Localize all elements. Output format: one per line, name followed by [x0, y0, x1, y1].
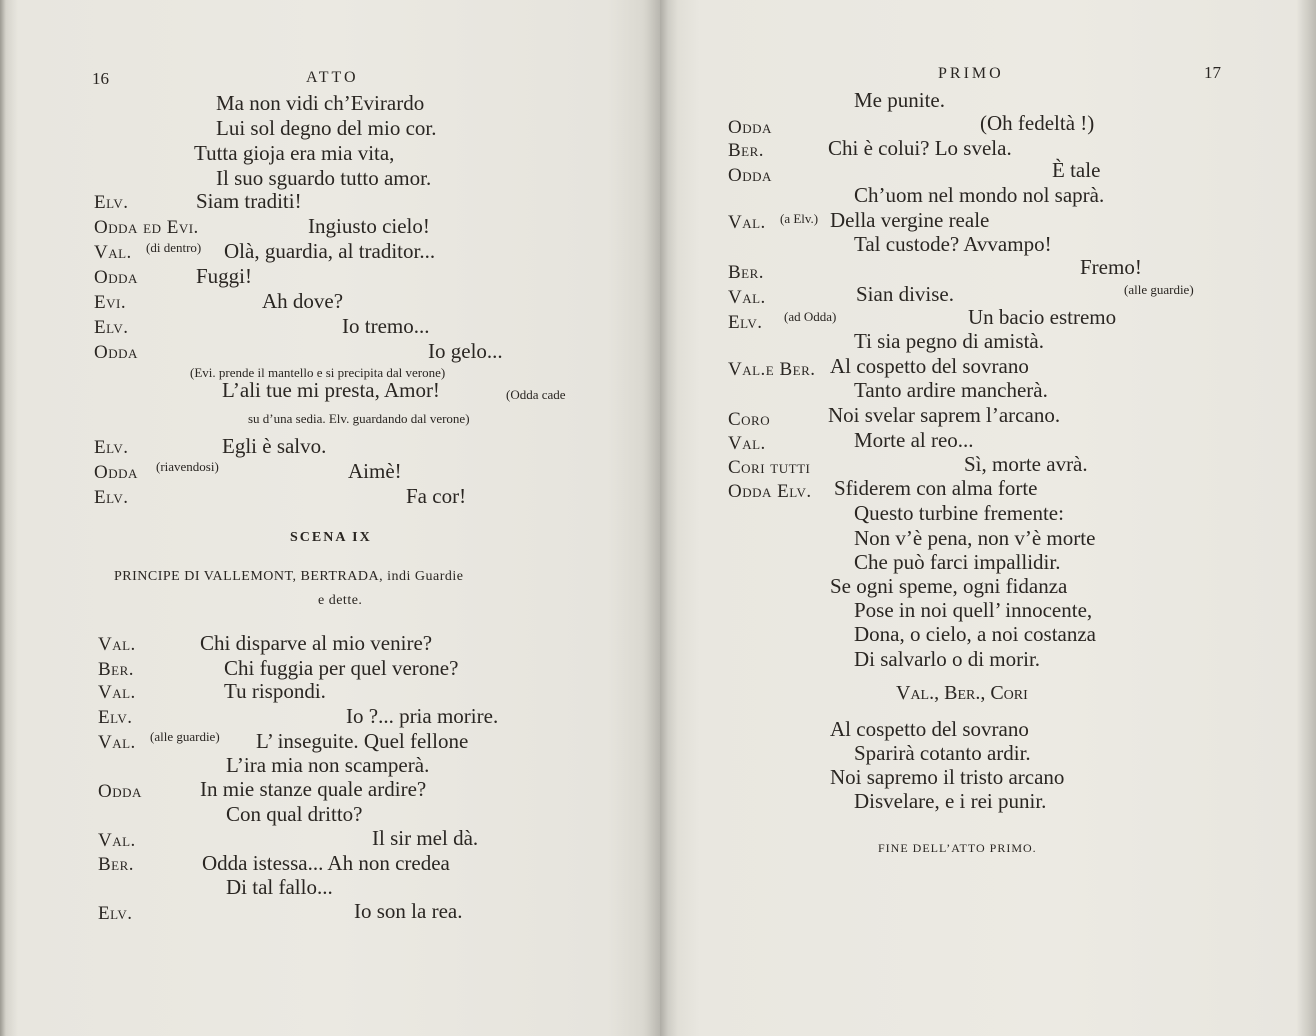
verse-line: Lui sol degno del mio cor. — [216, 116, 437, 140]
cast-list: PRINCIPE DI VALLEMONT, BERTRADA, indi Guardie — [114, 569, 464, 584]
verse-line: Chi disparve al mio venire? — [200, 631, 433, 655]
verse-line: Noi svelar saprem l’arcano. — [828, 403, 1061, 427]
stage-direction: (Odda cade — [506, 387, 566, 402]
speaker-label: Odda — [94, 462, 138, 483]
speaker-label: Ber. — [728, 140, 765, 161]
right-page — [660, 0, 1316, 1036]
cast-list: e dette. — [318, 593, 363, 608]
gutter-shadow — [642, 0, 660, 1036]
verse-line: Se ogni speme, ogni fidanza — [830, 574, 1068, 598]
speaker-label: Ber. — [98, 854, 135, 875]
verse-line: Di tal fallo... — [226, 875, 333, 899]
verse-line: Siam traditi! — [196, 189, 302, 213]
verse-line: Sian divise. — [856, 282, 954, 306]
page-number: 16 — [92, 69, 109, 88]
speaker-label: Evi. — [94, 292, 127, 313]
scene-title: SCENA IX — [290, 530, 372, 545]
verse-line: Chi è colui? Lo svela. — [828, 136, 1012, 160]
running-head: PRIMO — [938, 65, 1004, 82]
verse-line: Un bacio estremo — [968, 305, 1117, 329]
verse-line: Non v’è pena, non v’è morte — [854, 526, 1096, 550]
verse-line: Aimè! — [348, 459, 402, 483]
verse-line: Che può farci impallidir. — [854, 550, 1061, 574]
speaker-label: Val. — [98, 634, 136, 655]
verse-line: Ma non vidi ch’Evirardo — [216, 91, 425, 115]
page-number: 17 — [1204, 63, 1221, 82]
verse-line: Ingiusto cielo! — [308, 214, 430, 238]
verse-line: L’ inseguite. Quel fellone — [256, 729, 469, 753]
verse-line: Ah dove? — [262, 289, 344, 313]
stage-direction: (Evi. prende il mantello e si precipita dal verone) — [190, 365, 446, 380]
stage-direction: (riavendosi) — [156, 459, 219, 474]
speaker-label: Cori tutti — [728, 457, 811, 478]
speaker-label: Elv. — [98, 903, 133, 924]
speaker-label: Odda — [728, 117, 772, 138]
verse-line: Io gelo... — [428, 339, 503, 363]
speaker-label: Odda — [94, 267, 138, 288]
verse-line: Il sir mel dà. — [372, 826, 479, 850]
verse-line: Della vergine reale — [830, 208, 990, 232]
verse-line: Olà, guardia, al traditor... — [224, 239, 436, 263]
speaker-label: Odda ed Evi. — [94, 217, 199, 238]
verse-line: Sì, morte avrà. — [964, 452, 1088, 476]
verse-line: Fremo! — [1080, 255, 1142, 279]
verse-line: Tal custode? Avvampo! — [854, 232, 1052, 256]
end-of-act: FINE DELL’ATTO PRIMO. — [878, 841, 1037, 855]
verse-line: Questo turbine fremente: — [854, 501, 1064, 525]
verse-line: Tanto ardire mancherà. — [854, 378, 1048, 402]
verse-line: L’ali tue mi presta, Amor! — [222, 378, 440, 402]
verse-line: Di salvarlo o di morir. — [854, 647, 1041, 671]
verse-line: Ch’uom nel mondo nol saprà. — [854, 183, 1105, 207]
verse-line: Noi sapremo il tristo arcano — [830, 765, 1065, 789]
speaker-label: Val. — [728, 212, 766, 233]
speaker-label: Elv. — [94, 317, 129, 338]
verse-line: (Oh fedeltà !) — [980, 111, 1095, 135]
verse-line: Fa cor! — [406, 484, 467, 508]
verse-line: Io son la rea. — [354, 899, 463, 923]
verse-line: Io tremo... — [342, 314, 430, 338]
verse-line: Chi fuggia per quel verone? — [224, 656, 459, 680]
verse-line: Con qual dritto? — [226, 802, 363, 826]
verse-line: Ti sia pegno di amistà. — [854, 329, 1044, 353]
speaker-label: Elv. — [94, 437, 129, 458]
verse-line: Morte al reo... — [854, 428, 974, 452]
speaker-label: Elv. — [94, 487, 129, 508]
verse-line: Sparirà cotanto ardir. — [854, 741, 1031, 765]
speaker-label: Val.e Ber. — [728, 359, 816, 380]
stage-direction: (di dentro) — [146, 240, 202, 255]
running-head: ATTO — [306, 69, 359, 86]
verse-line: Tutta gioja era mia vita, — [194, 141, 395, 165]
verse-line: Sfiderem con alma forte — [834, 476, 1038, 500]
verse-line: In mie stanze quale ardire? — [200, 777, 427, 801]
verse-line: Al cospetto del sovrano — [830, 354, 1029, 378]
verse-line: Fuggi! — [196, 264, 253, 288]
stage-direction: (alle guardie) — [1124, 282, 1194, 297]
speaker-label: Coro — [728, 409, 771, 430]
verse-line: Dona, o cielo, a noi costanza — [854, 622, 1096, 646]
gutter-shadow — [660, 0, 678, 1036]
speaker-label: Elv. — [94, 192, 129, 213]
verse-line: Al cospetto del sovrano — [830, 717, 1029, 741]
stage-direction: (ad Odda) — [784, 309, 837, 324]
verse-line: Io ?... pria morire. — [346, 704, 499, 728]
speaker-label: Ber. — [728, 262, 765, 283]
speaker-label: Val. — [98, 732, 136, 753]
verse-line: Tu rispondi. — [224, 679, 326, 703]
speaker-label: Val. — [728, 433, 766, 454]
speaker-label: Val. — [98, 830, 136, 851]
speaker-label: Elv. — [728, 312, 763, 333]
verse-line: Me punite. — [854, 88, 945, 112]
stage-direction: (alle guardie) — [150, 729, 220, 744]
verse-line: Disvelare, e i rei punir. — [854, 789, 1047, 813]
stage-direction: (a Elv.) — [780, 211, 819, 226]
speaker-label: Ber. — [98, 659, 135, 680]
verse-line: Il suo sguardo tutto amor. — [216, 166, 432, 190]
speaker-label: Elv. — [98, 707, 133, 728]
verse-line: L’ira mia non scamperà. — [226, 753, 430, 777]
speaker-label: Odda — [94, 342, 138, 363]
speaker-label: Val. — [94, 242, 132, 263]
verse-line: Odda istessa... Ah non credea — [202, 851, 450, 875]
verse-line: Egli è salvo. — [222, 434, 327, 458]
speaker-label: Val. — [98, 682, 136, 703]
speaker-label: Odda Elv. — [728, 481, 812, 502]
chorus-heading: Val., Ber., Cori — [896, 682, 1028, 704]
speaker-label: Val. — [728, 287, 766, 308]
stage-direction: su d’una sedia. Elv. guardando dal verone) — [248, 411, 470, 426]
speaker-label: Odda — [728, 165, 772, 186]
verse-line: Pose in noi quell’ innocente, — [854, 598, 1093, 622]
verse-line: È tale — [1052, 158, 1101, 182]
speaker-label: Odda — [98, 781, 142, 802]
